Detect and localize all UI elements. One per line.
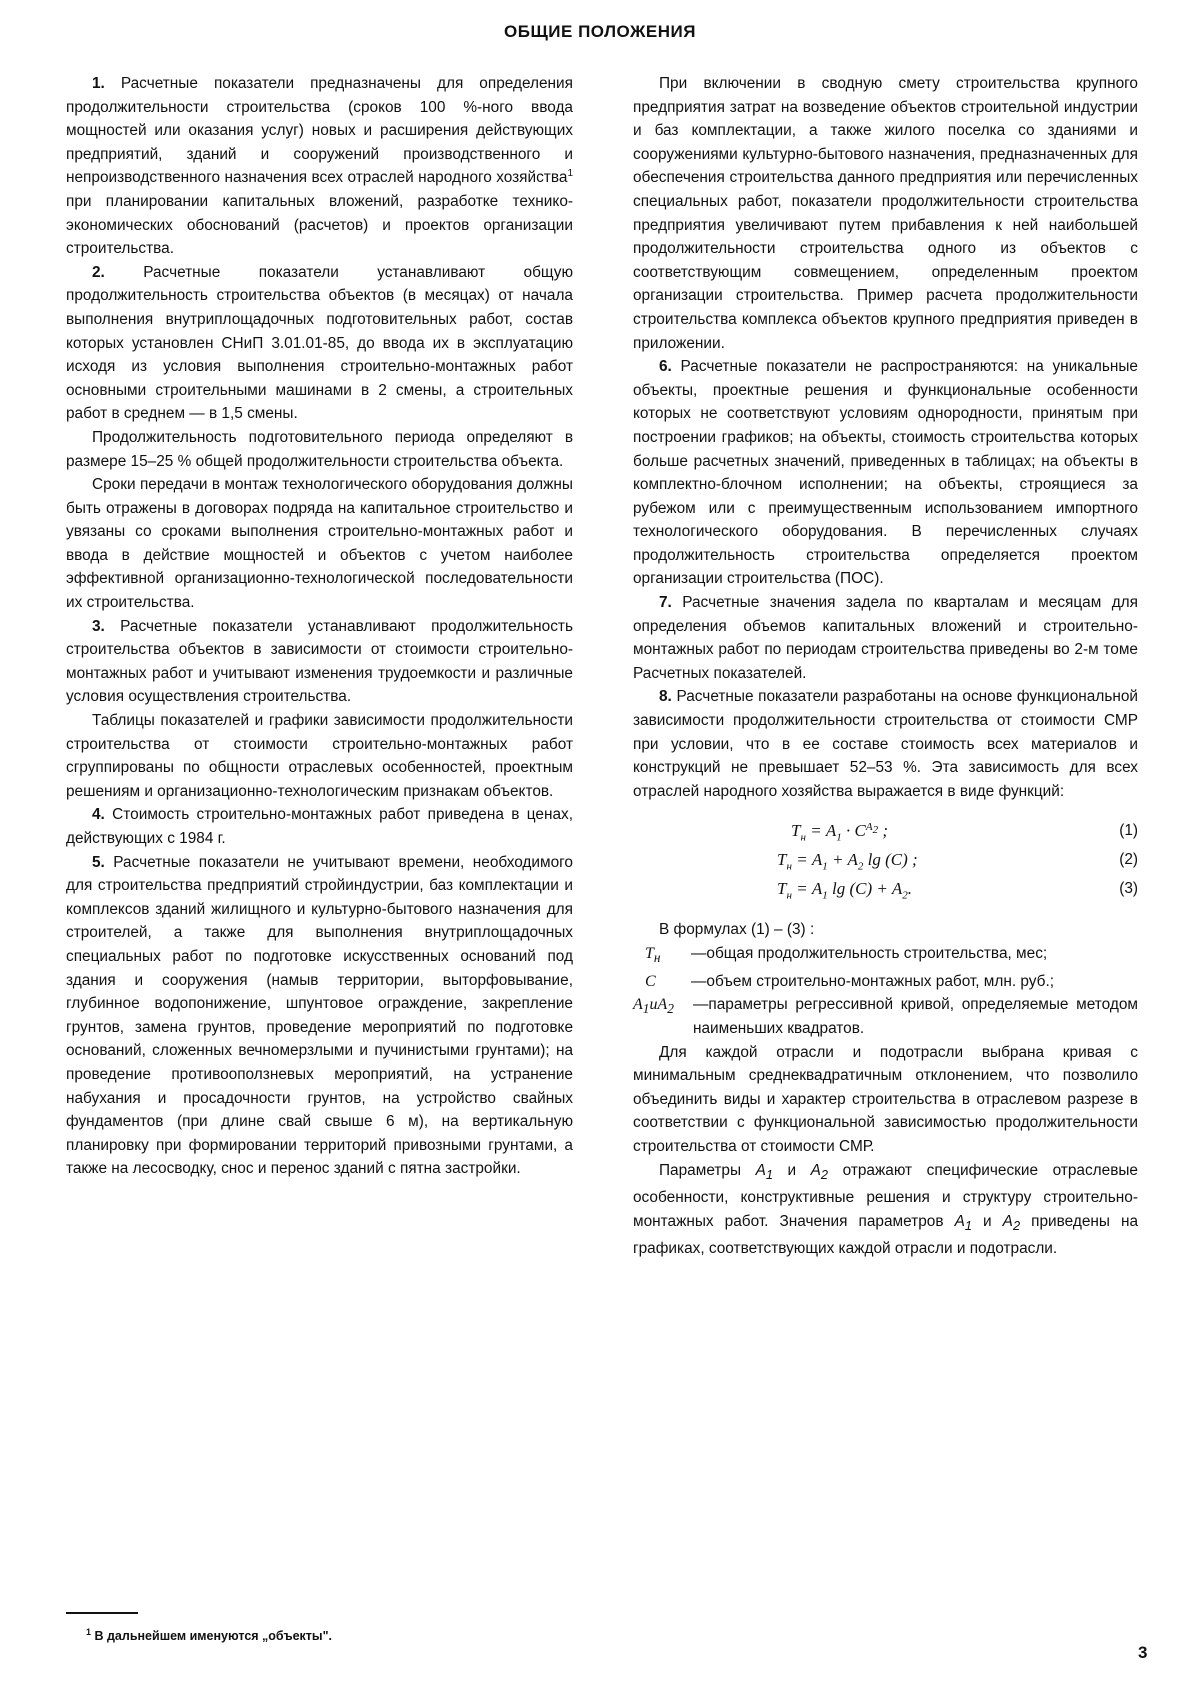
formula-1: [633, 817, 1138, 846]
paragraph-text: Параметры: [659, 1161, 742, 1179]
symbol-a1: $A_1$: [755, 1161, 773, 1182]
paragraph-number: 6.: [659, 358, 672, 376]
paragraph-text: Расчетные значения задела по кварталам и месяцам для определения объемов капитальных вложений и строительно-монтажных работ по периодам строительства приведены во 2-м томе Расчетных показателей.: [633, 594, 1138, 682]
paragraph-6: [633, 355, 1138, 591]
paragraph-number: 3.: [92, 617, 105, 635]
formula-3: [633, 875, 1138, 904]
footnote-text: В дальнейшем именуются „объекты".: [94, 1629, 333, 1643]
paragraph-text: Расчетные показатели не распространяются: на уникальные объекты, проектные решения и функциональные особенности которых не соответствуют условиям однородности, принятым при построении графиков; на объекты, стоимость строительства которых больше расчетных значений, приведенных в таблицах; на объекты в комплектно-блочном исполнении; на объекты, строящиеся за рубежом или с преимущественным использованием импортного технологического оборудования. В перечисленных случаях продолжительность строительства определяется проектом организации строительства (ПОС).: [633, 358, 1138, 588]
paragraph-number: 1.: [92, 75, 105, 92]
paragraph-text: Расчетные показатели устанавливают продолжительность строительства объектов в зависимости от стоимости строительно-монтажных работ и учитывают изменения трудоемкости и различные условия осуществления строительства.: [66, 617, 573, 706]
page-title: ОБЩИЕ ПОЛОЖЕНИЯ: [504, 22, 696, 41]
symbol-a2: $A_2$: [810, 1161, 829, 1182]
symbol-c: C: [645, 972, 656, 990]
paragraph-text: Стоимость строительно-монтажных работ приведена в ценах, действующих с 1984 г.: [66, 806, 573, 847]
paragraph-9: Для каждой отрасли и подотрасли выбрана кривая с минимальным среднеквадратичным отклонением, что позволило объединить виды и характер строительства в отраслевом разрезе в соответствии с функциональной зависимостью продолжительности строительства от стоимости СМР.: [633, 1043, 1138, 1155]
page-number: 3: [1138, 1643, 1148, 1662]
formula-2: [633, 846, 1138, 875]
paragraph-5b: При включении в сводную смету строительства крупного предприятия затрат на возведение объектов строительной индустрии и баз комплектации, а также жилого поселка со зданиями и сооружениями культурно-бытового назначения, предназначенных для обеспечения строительства данного предприятия или перечисленных специальных работ, показатели продолжительности строительства предприятия увеличивают путем прибавления к ней наибольшей продолжительности строительства одного из объектов с соответствующим совмещением, определенным проектом организации строительства. Пример расчета продолжительности строительства комплекса объектов крупного предприятия приведен в приложении.: [633, 75, 1138, 352]
paragraph-text: Расчетные показатели предназначены для определения продолжительности строительства (сроков 100 %-ного ввода мощностей или оказания услуг) новых и расширения действующих предприятий, зданий и сооружений производственного и непроизводственного назначения всех отраслей народного хозяйства: [66, 75, 573, 187]
paragraph-number: 8.: [659, 688, 672, 706]
footnote: [86, 1626, 333, 1643]
symbol-a1: $A_1$: [954, 1212, 972, 1233]
paragraph-8: [633, 685, 1138, 803]
paragraph-3: [66, 615, 573, 709]
paragraph-2b: Продолжительность подготовительного периода определяют в размере 15–25 % общей продолжительности строительства объекта.: [66, 428, 573, 470]
formula-expression: $T_н = A_1$ $\lg (C) + A_2$.: [777, 879, 912, 902]
formula-number: (3): [1119, 880, 1138, 898]
paragraph-text: и: [787, 1161, 797, 1179]
definition-c: [633, 970, 1138, 994]
paragraph-text: отражают специфические отраслевые особенности, конструктивные решения и структуру строительно-монтажных работ. Значения параметров: [633, 1161, 1138, 1230]
left-column: [66, 72, 573, 1181]
right-column: [633, 72, 1138, 1261]
definition-text: —общая продолжительность строительства, мес;: [691, 945, 1048, 962]
formula-expression: $T_н = A_1 + A_2$ lg (C) ;: [777, 850, 918, 873]
paragraph-1: [66, 72, 573, 261]
symbol-a1-a2: $A_1иA_2$: [633, 996, 674, 1017]
spacer: [633, 803, 1138, 817]
paragraph-5: [66, 851, 573, 1181]
definition-text: —параметры регрессивной кривой, определяемые методом наименьших квадратов.: [693, 996, 1138, 1037]
paragraph-2c: Сроки передачи в монтаж технологического оборудования должны быть отражены в договорах подряда на капитальное строительство и увязаны со сроками выполнения строительно-монтажных работ и ввода в действие мощностей и объектов с учетом наиболее эффективной организационно-технологической последовательности их строительства.: [66, 476, 573, 612]
paragraph-number: 4.: [92, 806, 105, 824]
paragraph-text: Расчетные показатели разработаны на основе функциональной зависимости продолжительности строительства от стоимости СМР при условии, что в ее составе стоимость всех материалов и конструкций не превышает 52–53 %. Эта зависимость для всех отраслей народного хозяйства выражается в виде функций:: [633, 688, 1138, 800]
definition-a: [633, 993, 1138, 1040]
paragraph-2: [66, 261, 573, 426]
paragraph-10: [633, 1159, 1138, 1262]
definition-tn: [633, 942, 1138, 970]
paragraph-text: при планировании капитальных вложений, разработке технико-экономических обоснований (расчетов) и проектов организации строительства.: [66, 192, 573, 258]
paragraph-text: и: [983, 1212, 992, 1230]
footnote-ref: 1: [567, 168, 573, 180]
footnote-marker: 1: [86, 1626, 92, 1637]
formula-expression: $T_н = A_1 \cdot C^{A_2}$ ;: [791, 820, 889, 844]
paragraph-4: [66, 803, 573, 850]
paragraph-text: приведены на графиках, соответствующих каждой отрасли и подотрасли.: [633, 1212, 1139, 1258]
variable-definitions: [633, 942, 1138, 1041]
symbol-a2: $A_2$: [1002, 1212, 1021, 1233]
paragraph-number: 5.: [92, 853, 105, 871]
paragraph-number: 2.: [92, 263, 105, 281]
paragraph-number: 7.: [659, 594, 672, 612]
definition-text: —объем строительно-монтажных работ, млн. руб.;: [691, 972, 1055, 990]
variables-intro: В формулах (1) – (3) :: [659, 921, 815, 939]
paragraph-text: Расчетные показатели не учитывают времени, необходимого для строительства предприятий стройиндустрии, баз комплектации и комплексов зданий жилищного и культурно-бытового назначения для строителей, а также для выполнения внутриплощадочных специальных работ по подготовке искусственных оснований под здания и сооружения (намыв территории, выторфовывание, глубинное водопонижение, шпунтовое ограждение, закрепление грунтов, замена грунтов, проведение мероприятий по подготовке оснований, сложенных вечномерзлыми и пучинистыми грунтами); на проведение противооползневых мероприятий, на устранение набухания и просадочности грунтов, на устройство свайных фундаментов (при длине свай свыше 6 м), на вертикальную планировку при формировании территорий привозными грунтами, а также на лесосводку, снос и перенос зданий с пятна застройки.: [66, 853, 573, 1178]
formula-number: (1): [1119, 822, 1138, 840]
symbol-tn: $T_н$: [645, 945, 661, 966]
paragraph-3b: Таблицы показателей и графики зависимости продолжительности строительства от стоимости строительно-монтажных работ сгруппированы по общности отраслевых особенностей, проектным решениям и организационно-технологическим признакам объектов.: [66, 712, 573, 800]
paragraph-7: [633, 591, 1138, 685]
footnote-divider: [66, 1612, 138, 1614]
formula-number: (2): [1119, 851, 1138, 869]
paragraph-text: Расчетные показатели устанавливают общую продолжительность строительства объектов (в месяцах) от начала выполнения внутриплощадочных подготовительных работ, состав которых установлен СНиП 3.01.01-85, до ввода их в эксплуатацию исходя из условия выполнения строительно-монтажных работ основными строительными машинами в 2 смены, а строительных работ в среднем — в 1,5 смены.: [66, 263, 573, 423]
